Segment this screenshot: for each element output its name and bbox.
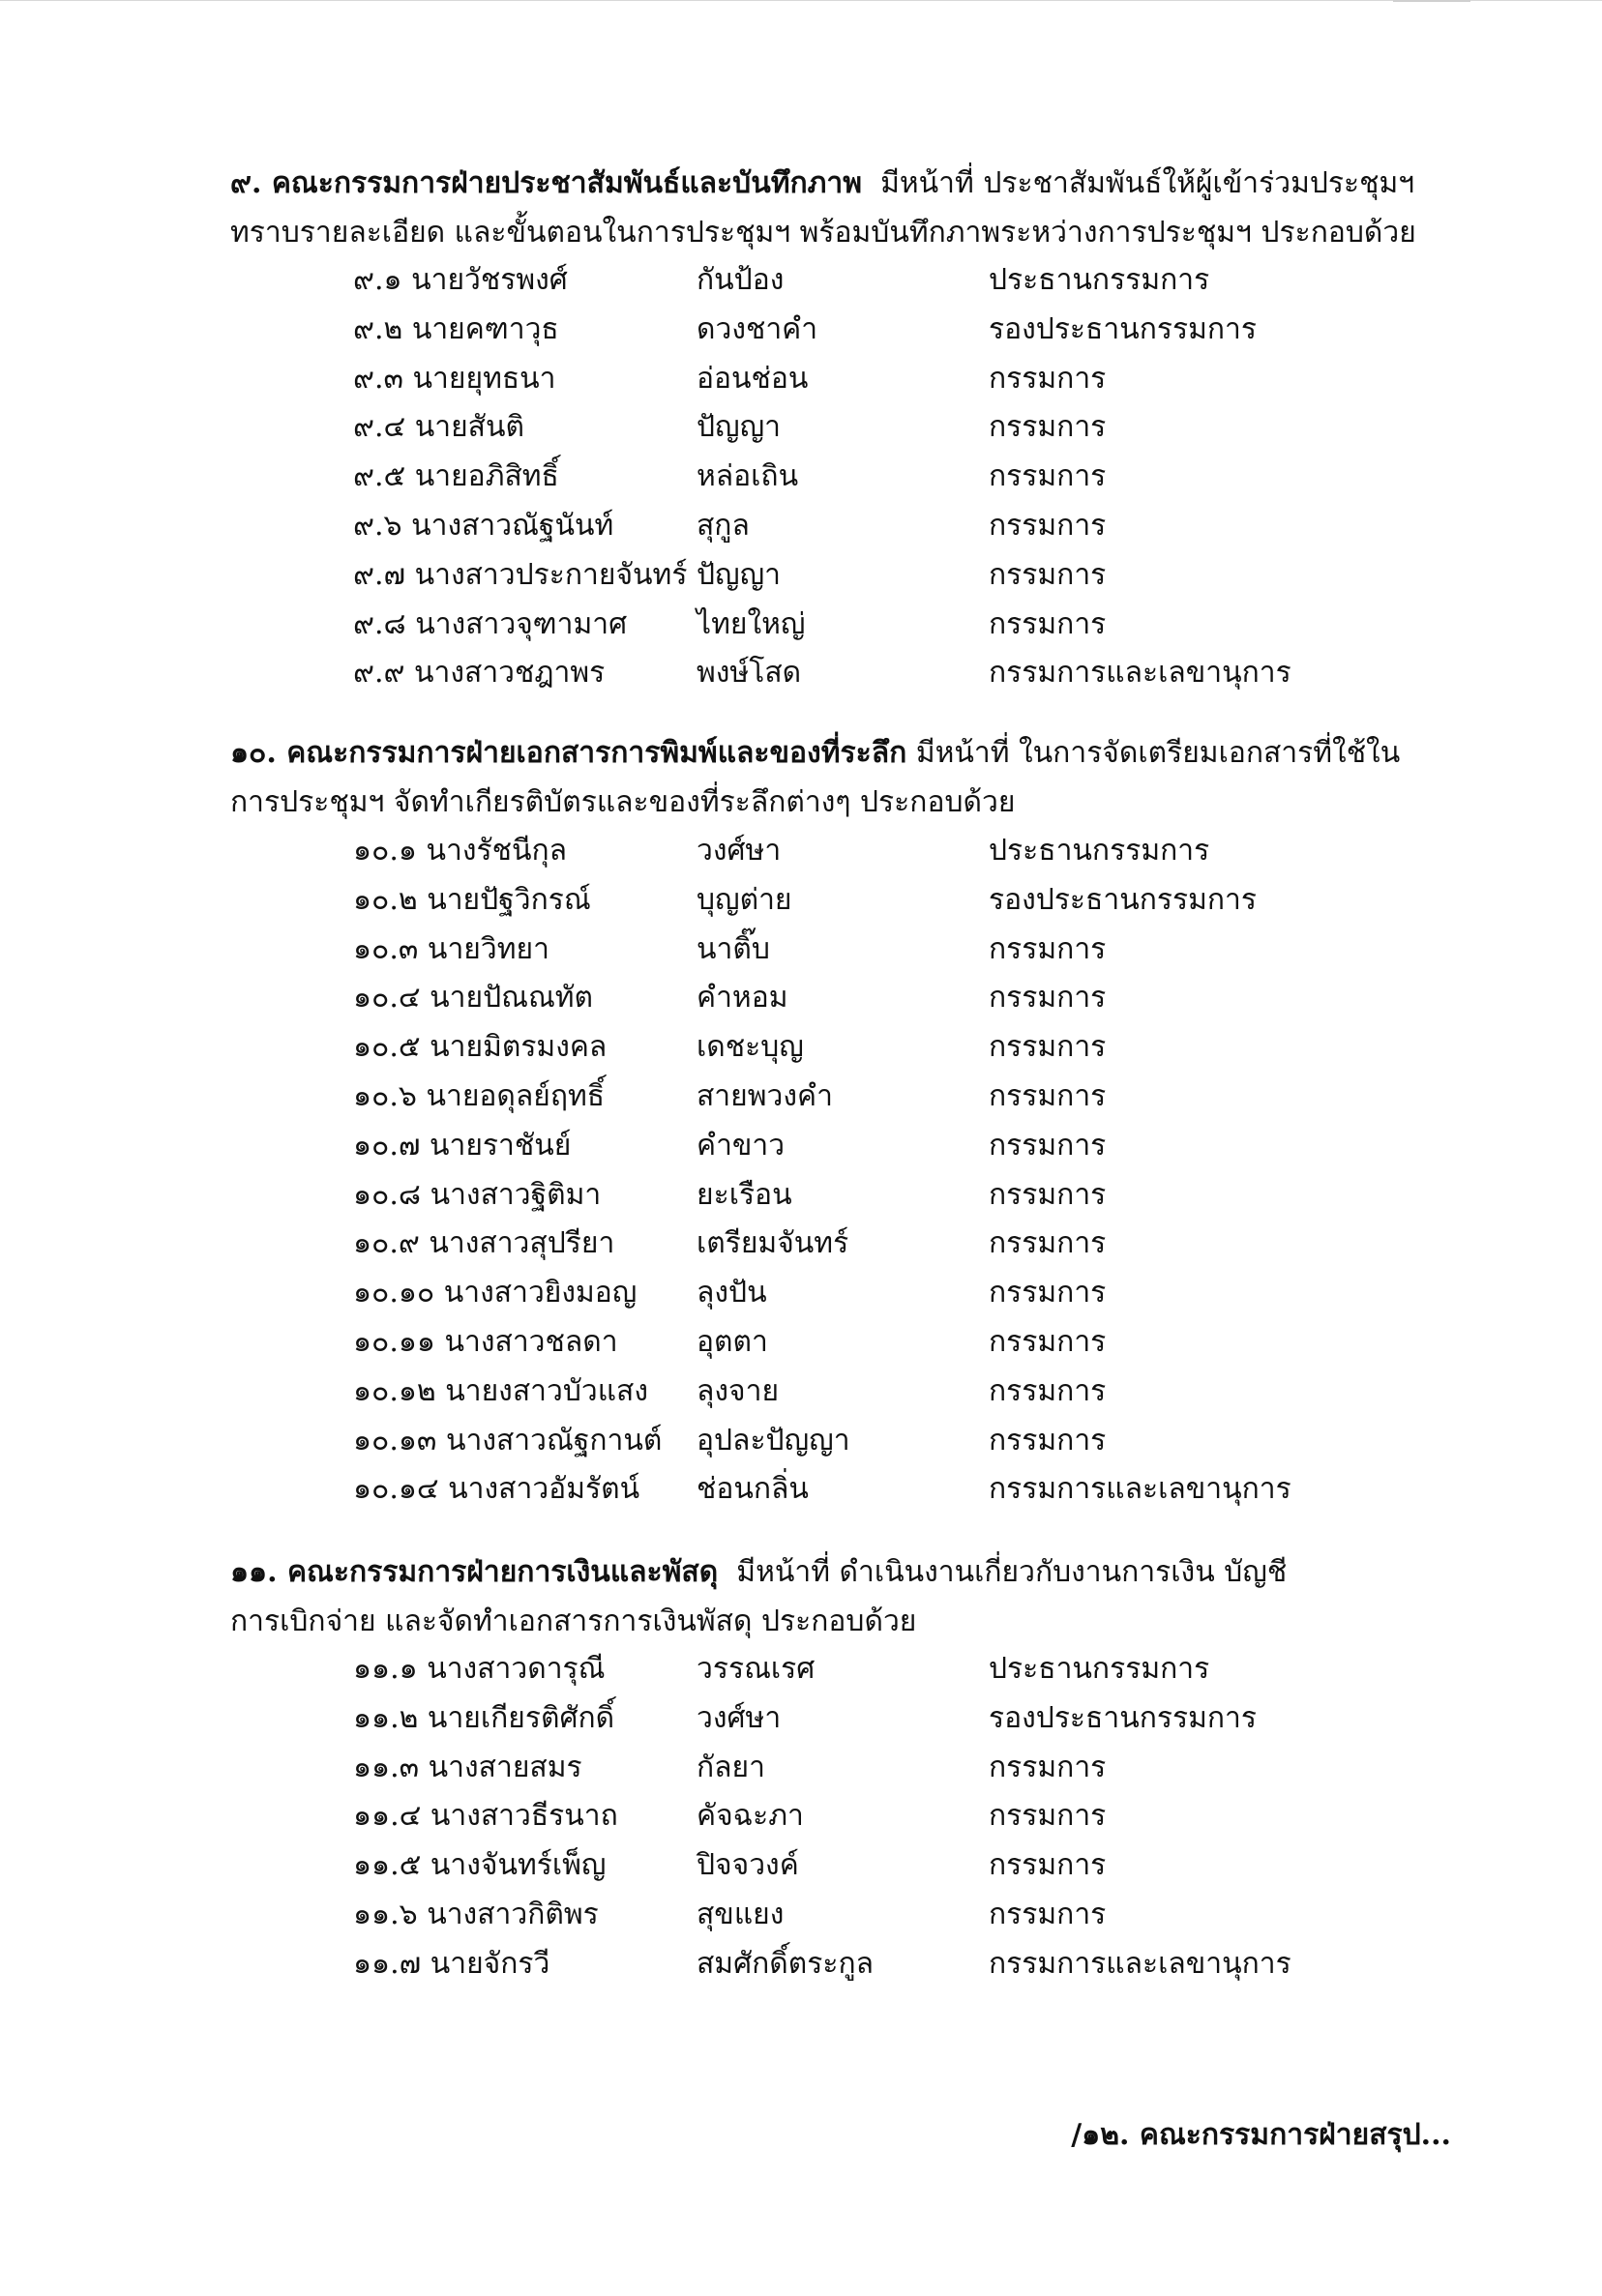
member-name: ๑๐.๑ นางรัชนีกุล [353, 834, 568, 868]
member-surname: อุปละปัญญา [697, 1423, 850, 1457]
member-surname: คัจฉะภา [697, 1799, 804, 1834]
member-name: ๑๐.๑๓ นางสาวณัฐกานต์ [353, 1423, 663, 1457]
member-name: ๑๐.๑๔ นางสาวอัมรัตน์ [353, 1472, 640, 1507]
member-row [0, 550, 1602, 600]
member-role: กรรมการ [989, 931, 1107, 966]
member-surname: สุขแยง [697, 1898, 785, 1931]
member-name: ๑๐.๖ นายอดุลย์ฤทธิ์ [353, 1079, 606, 1113]
member-surname: หล่อเถิน [697, 459, 799, 494]
member-surname: พงษ์โสด [697, 656, 802, 691]
member-name: ๑๑.๑ นางสาวดารุณี [353, 1652, 606, 1686]
member-name: ๙.๕ นายอภิสิทธิ์ [353, 459, 559, 494]
member-row [0, 1072, 1602, 1121]
member-surname: อุตตา [697, 1325, 768, 1359]
member-surname: ลุงจาย [697, 1373, 780, 1408]
member-surname: สมศักดิ์ตระกูล [697, 1946, 875, 1981]
member-row [0, 255, 1602, 305]
member-role: กรรมการ [989, 1848, 1107, 1883]
member-surname: นาติ๊บ [697, 931, 770, 966]
member-role: กรรมการ [989, 410, 1107, 445]
member-surname: ไทยใหญ่ [697, 606, 806, 641]
member-row [0, 452, 1602, 501]
member-row [0, 1022, 1602, 1072]
member-role: กรรมการ [989, 1423, 1107, 1457]
member-row [0, 600, 1602, 649]
member-row [0, 1890, 1602, 1939]
member-surname: วงศ์ษา [697, 834, 782, 868]
member-row [0, 1219, 1602, 1268]
member-role: รองประธานกรรมการ [989, 1700, 1258, 1735]
member-name: ๑๐.๑๐ นางสาวยิงมอญ [353, 1276, 638, 1310]
member-role: กรรมการ [989, 606, 1107, 641]
member-name: ๑๑.๓ นางสายสมร [353, 1750, 582, 1784]
member-role: กรรมการ [989, 981, 1107, 1016]
member-role: กรรมการ [989, 1276, 1107, 1310]
member-name: ๙.๘ นางสาวจุฑามาศ [353, 606, 628, 641]
member-name: ๙.๗ นางสาวประกายจันทร์ [353, 557, 688, 592]
member-name: ๑๐.๗ นายราชันย์ [353, 1128, 572, 1163]
member-surname: ยะเรือน [697, 1177, 792, 1212]
member-name: ๑๐.๘ นางสาวฐิติมา [353, 1177, 602, 1212]
member-name: ๑๑.๗ นายจักรวี [353, 1946, 550, 1981]
member-role: ประธานกรรมการ [989, 1652, 1210, 1686]
member-row [0, 973, 1602, 1022]
member-row [0, 1939, 1602, 1988]
member-surname: คำหอม [697, 981, 788, 1016]
member-surname: วงศ์ษา [697, 1700, 782, 1735]
member-surname: กันป้อง [697, 263, 785, 297]
member-name: ๑๐.๓ นายวิทยา [353, 931, 549, 966]
member-role: กรรมการและเลขานุการ [989, 1472, 1291, 1507]
member-name: ๑๑.๕ นางจันทร์เพ็ญ [353, 1848, 607, 1883]
member-role: กรรมการ [989, 1750, 1107, 1784]
member-row [0, 1464, 1602, 1514]
member-role: กรรมการ [989, 361, 1107, 396]
member-surname: ปัญญา [697, 557, 782, 592]
member-name: ๑๐.๕ นายมิตรมงคล [353, 1030, 608, 1065]
member-role: กรรมการ [989, 1373, 1107, 1408]
member-surname: ช่อนกลิ่น [697, 1472, 809, 1507]
member-row [0, 1693, 1602, 1743]
section-title: ๙. คณะกรรมการฝ่ายประชาสัมพันธ์และบันทึกภาพ [230, 166, 863, 200]
member-surname: ปิจจวงค์ [697, 1848, 799, 1883]
member-name: ๙.๓ นายยุทธนา [353, 361, 556, 396]
member-role: กรรมการ [989, 1128, 1107, 1163]
member-row [0, 1416, 1602, 1465]
section-title: ๑๑. คณะกรรมการฝ่ายการเงินและพัสดุ [230, 1555, 719, 1589]
member-row [0, 1317, 1602, 1367]
member-surname: เดชะบุญ [697, 1030, 804, 1065]
member-role: รองประธานกรรมการ [989, 311, 1258, 346]
member-role: ประธานกรรมการ [989, 263, 1210, 297]
member-name: ๙.๒ นายคฑาวุธ [353, 311, 559, 346]
member-row [0, 1121, 1602, 1170]
member-role: กรรมการ [989, 1177, 1107, 1212]
member-surname: สุกูล [697, 509, 750, 543]
member-role: กรรมการ [989, 1079, 1107, 1113]
section-duty: มีหน้าที่ ในการจัดเตรียมเอกสารที่ใช้ใน [915, 736, 1401, 770]
section-duty: มีหน้าที่ ดำเนินงานเกี่ยวกับงานการเงิน บัญชี [736, 1555, 1288, 1589]
member-name: ๑๑.๔ นางสาวธีรนาถ [353, 1799, 618, 1834]
member-row [0, 354, 1602, 403]
section-duty-continued: ทราบรายละเอียด และขั้นตอนในการประชุมฯ พร้อมบันทึกภาพระหว่างการประชุมฯ ประกอบด้วย [230, 216, 1416, 250]
member-row [0, 1268, 1602, 1317]
member-name: ๙.๑ นายวัชรพงศ์ [353, 263, 568, 297]
member-surname: คำขาว [697, 1128, 786, 1163]
member-role: กรรมการ [989, 1898, 1107, 1931]
member-role: กรรมการ [989, 1325, 1107, 1359]
member-surname: ปัญญา [697, 410, 782, 445]
member-surname: บุญต่าย [697, 882, 792, 917]
member-role: กรรมการ [989, 459, 1107, 494]
member-row [0, 1743, 1602, 1792]
member-row [0, 1791, 1602, 1840]
member-name: ๑๐.๔ นายปัณณทัต [353, 981, 594, 1016]
section-heading [230, 159, 1478, 208]
member-surname: ดวงชาคำ [697, 311, 818, 346]
member-surname: วรรณเรศ [697, 1652, 816, 1686]
member-surname: เตรียมจันทร์ [697, 1226, 849, 1261]
member-role: รองประธานกรรมการ [989, 882, 1258, 917]
member-name: ๑๐.๑๒ นายงสาวบัวแสง [353, 1373, 649, 1408]
next-page-continuation: /๑๒. คณะกรรมการฝ่ายสรุป... [1071, 2118, 1451, 2152]
member-surname: กัลยา [697, 1750, 765, 1784]
section-duty: มีหน้าที่ ประชาสัมพันธ์ให้ผู้เข้าร่วมประชุมฯ [880, 166, 1415, 200]
member-role: ประธานกรรมการ [989, 834, 1210, 868]
member-name: ๑๑.๒ นายเกียรติศักดิ์ [353, 1700, 615, 1735]
section-duty-continued: การเบิกจ่าย และจัดทำเอกสารการเงินพัสดุ ประกอบด้วย [230, 1604, 917, 1638]
member-role: กรรมการและเลขานุการ [989, 656, 1291, 691]
member-name: ๙.๙ นางสาวชฎาพร [353, 656, 606, 691]
member-row [0, 1840, 1602, 1890]
member-role: กรรมการ [989, 1799, 1107, 1834]
member-name: ๑๐.๒ นายปัฐวิกรณ์ [353, 882, 591, 917]
member-surname: สายพวงคำ [697, 1079, 833, 1113]
member-role: กรรมการและเลขานุการ [989, 1946, 1291, 1981]
member-surname: ลุงปัน [697, 1276, 767, 1310]
member-name: ๑๐.๑๑ นางสาวชลดา [353, 1325, 618, 1359]
member-row [0, 501, 1602, 550]
member-surname: อ่อนช่อน [697, 361, 809, 396]
section-heading [230, 1547, 1478, 1597]
member-row [0, 826, 1602, 875]
member-role: กรรมการ [989, 1226, 1107, 1261]
member-role: กรรมการ [989, 509, 1107, 543]
member-row [0, 1170, 1602, 1220]
section-title: ๑๐. คณะกรรมการฝ่ายเอกสารการพิมพ์และของที่ระลึก [230, 736, 907, 770]
member-name: ๙.๖ นางสาวณัฐนันท์ [353, 509, 614, 543]
member-row [0, 305, 1602, 354]
member-row [0, 648, 1602, 697]
member-name: ๑๑.๖ นางสาวกิติพร [353, 1898, 599, 1931]
member-row [0, 1367, 1602, 1416]
member-row [0, 1644, 1602, 1693]
member-row [0, 875, 1602, 925]
member-name: ๙.๔ นายสันติ [353, 410, 524, 445]
member-name: ๑๐.๙ นางสาวสุปรียา [353, 1226, 615, 1261]
section-heading [230, 728, 1478, 778]
member-row [0, 402, 1602, 452]
member-role: กรรมการ [989, 1030, 1107, 1065]
member-row [0, 925, 1602, 974]
section-duty-continued: การประชุมฯ จัดทำเกียรติบัตรและของที่ระลึกต่างๆ ประกอบด้วย [230, 785, 1016, 819]
member-role: กรรมการ [989, 557, 1107, 592]
